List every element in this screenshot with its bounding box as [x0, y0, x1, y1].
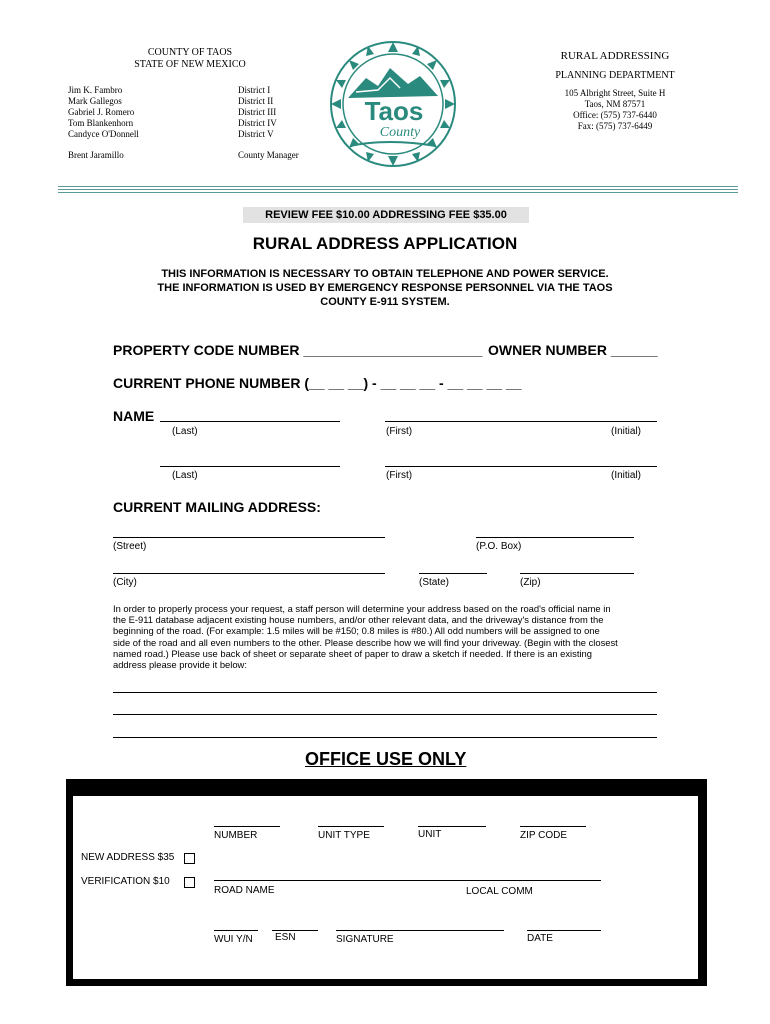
first-label-1: (First)	[386, 426, 413, 437]
road-name-line[interactable]	[214, 880, 601, 881]
esn-label: ESN	[275, 932, 296, 943]
new-address-checkbox[interactable]	[184, 853, 195, 864]
svg-text:County: County	[379, 125, 421, 140]
directions-line-3[interactable]	[113, 737, 657, 738]
esn-line[interactable]	[272, 930, 318, 931]
road-name-label: ROAD NAME	[214, 885, 275, 896]
mailing-address-label: CURRENT MAILING ADDRESS:	[113, 499, 321, 515]
header-divider	[58, 186, 738, 187]
street-label: (Street)	[113, 541, 147, 552]
dept-contact: 105 Albright Street, Suite H Taos, NM 87571 Office: (575) 737-6440 Fax: (575) 737-6449	[564, 88, 666, 131]
county-name: COUNTY OF TAOS	[147, 47, 233, 58]
manager-title: County Manager	[238, 150, 299, 160]
po-box-line[interactable]	[476, 537, 634, 538]
verification-checkbox[interactable]	[184, 877, 195, 888]
zip-code-line[interactable]	[520, 826, 586, 827]
property-code-field[interactable]: PROPERTY CODE NUMBER _______________________	[113, 342, 483, 358]
header-divider-3	[58, 192, 738, 193]
initial-label-2: (Initial)	[611, 470, 642, 481]
officials-districts: District I District II District III District IV District V	[238, 85, 277, 139]
phone-field[interactable]: CURRENT PHONE NUMBER (__ __ __) - __ __ __ - __ __ __ __	[113, 375, 522, 391]
taos-county-seal	[328, 38, 458, 170]
page-title: RURAL ADDRESS APPLICATION	[252, 234, 518, 253]
directions-line-2[interactable]	[113, 714, 657, 715]
zip-label: (Zip)	[520, 577, 541, 588]
last-label-2: (Last)	[172, 470, 198, 481]
unit-type-line[interactable]	[318, 826, 384, 827]
zip-code-label: ZIP CODE	[520, 830, 568, 841]
first-label-2: (First)	[386, 470, 413, 481]
street-line[interactable]	[113, 537, 385, 538]
intro-text: THIS INFORMATION IS NECESSARY TO OBTAIN TELEPHONE AND POWER SERVICE. THE INFORMATION IS USED BY EMERGENCY RESPONSE PERSONNEL VIA THE TAOS COUNTY E-911 SYSTEM.	[157, 268, 613, 308]
directions-line-1[interactable]	[113, 692, 657, 693]
number-line[interactable]	[214, 826, 280, 827]
local-comm-label: LOCAL COMM	[466, 886, 533, 897]
verification-label: VERIFICATION $10	[81, 876, 170, 887]
new-address-label: NEW ADDRESS $35	[81, 852, 175, 863]
instructions-text: In order to properly process your request, a staff person will determine your address based on the road's official name in the E-911 database adjacent existing house numbers, and/or other relevant data, and the driveway's distance from the beginning of the road. (For example: 1.5 miles will be #150; 0.8 miles is #80.) All odd numbers will be assigned to one side of the road and all even numbers to the other. Please describe how we will find your driveway. (Begin with the closest named road.) Please use back of sheet or separate sheet of paper to draw a sketch if needed. If there is an existing address please provide it below:	[113, 603, 618, 671]
unit-type-label: UNIT TYPE	[318, 830, 370, 841]
unit-label: UNIT	[418, 829, 442, 840]
state-label: (State)	[419, 577, 450, 588]
first-name-line-2[interactable]	[385, 466, 657, 467]
office-use-title: OFFICE USE ONLY	[305, 749, 467, 769]
wui-line[interactable]	[214, 930, 258, 931]
fees-banner: REVIEW FEE $10.00 ADDRESSING FEE $35.00	[243, 207, 529, 223]
name-label: NAME	[113, 408, 155, 424]
state-name: STATE OF NEW MEXICO	[134, 59, 246, 70]
unit-line[interactable]	[418, 826, 486, 827]
dept-subtitle: PLANNING DEPARTMENT	[555, 70, 675, 81]
number-label: NUMBER	[214, 830, 258, 841]
first-name-line-1[interactable]	[385, 421, 657, 422]
last-name-line-2[interactable]	[160, 466, 340, 467]
last-name-line-1[interactable]	[160, 421, 340, 422]
wui-label: WUI Y/N	[214, 934, 253, 945]
city-line[interactable]	[113, 573, 385, 574]
last-label-1: (Last)	[172, 426, 198, 437]
zip-line[interactable]	[520, 573, 634, 574]
svg-text:Taos: Taos	[364, 96, 424, 126]
signature-label: SIGNATURE	[336, 934, 394, 945]
initial-label-1: (Initial)	[611, 426, 642, 437]
owner-number-field[interactable]: OWNER NUMBER ______	[488, 342, 658, 358]
city-label: (City)	[113, 577, 137, 588]
header-divider-2	[58, 189, 738, 190]
signature-line[interactable]	[336, 930, 504, 931]
date-line[interactable]	[527, 930, 601, 931]
po-box-label: (P.O. Box)	[476, 541, 522, 552]
state-line[interactable]	[419, 573, 487, 574]
officials-names: Jim K. Fambro Mark Gallegos Gabriel J. Romero Tom Blankenhorn Candyce O'Donnell	[68, 85, 139, 139]
manager-name: Brent Jaramillo	[68, 150, 124, 160]
date-label: DATE	[527, 933, 553, 944]
dept-title: RURAL ADDRESSING	[560, 50, 670, 62]
